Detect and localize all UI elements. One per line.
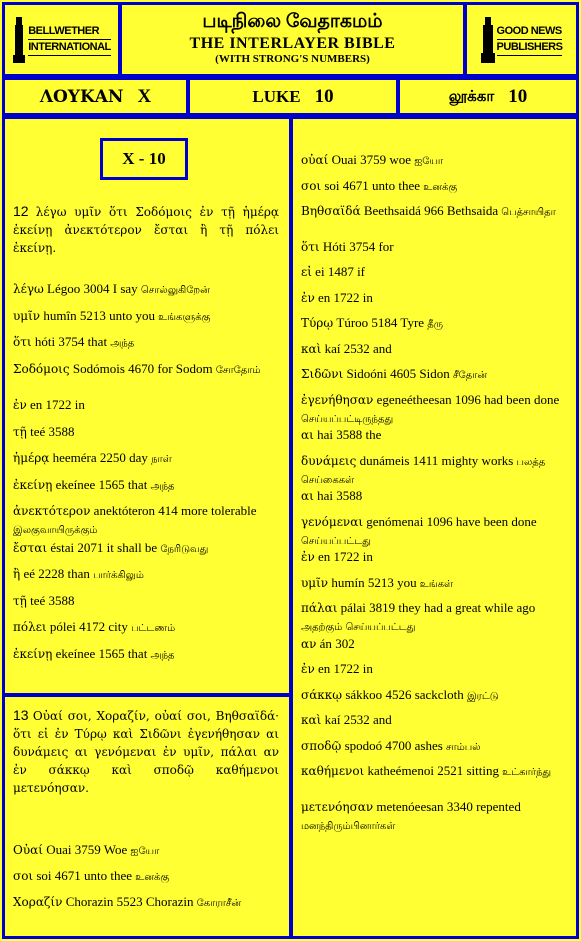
word-tamil: அதற்கும் செய்யப்பட்டது — [301, 622, 416, 633]
word-english: that — [84, 334, 108, 349]
word-tamil: பலத்த செய்கைகள் — [301, 456, 546, 486]
ram-figure-icon — [12, 15, 26, 65]
book-tamil — [397, 77, 579, 116]
word-greek: ἐν — [301, 662, 315, 676]
word-tamil: தீரு — [424, 319, 444, 330]
word-translit: Sodómois — [69, 360, 125, 376]
word-strongs: 3588 — [332, 427, 363, 442]
word-english: unto you — [105, 307, 155, 323]
word-strongs: 2250 — [96, 450, 126, 465]
word-strongs: 3754 — [55, 334, 85, 349]
word-greek: ἐγενήθησαν — [301, 392, 374, 407]
logo-left — [2, 2, 121, 77]
word-translit: en — [314, 661, 331, 676]
word-strongs: 3759 — [71, 842, 101, 857]
word-strongs: 1722 — [42, 397, 72, 412]
word-greek: τῇ — [13, 593, 27, 608]
word-tamil: சொல்லுகிறேன் — [137, 285, 210, 296]
word-tamil: ஐயோ — [127, 846, 160, 857]
book-greek-name: ΛΟΥΚΑΝ — [39, 86, 124, 107]
word-greek: ἐν — [301, 290, 315, 305]
word-english: I say — [109, 281, 138, 296]
word-greek: υμῖν — [301, 575, 329, 590]
word-translit: soi — [33, 868, 52, 883]
word-strongs: 2532 — [340, 712, 370, 727]
word-tamil: அந்த — [147, 649, 175, 661]
word-row — [301, 341, 569, 357]
word-translit: en — [26, 397, 43, 412]
word-strongs: 3754 — [345, 238, 376, 254]
word-greek: Τύρῳ — [301, 316, 334, 330]
word-greek: αι — [301, 428, 314, 442]
word-row — [301, 392, 569, 428]
word-row — [13, 334, 281, 352]
word-row — [13, 450, 281, 468]
word-english: Sidon — [416, 366, 450, 381]
title-subtitle: (WITH STRONG'S NUMBERS) — [215, 53, 370, 65]
word-strongs: 4700 — [382, 737, 412, 753]
logo-right-line2: PUBLISHERS — [497, 40, 563, 56]
book-greek-number: X — [137, 85, 152, 107]
word-english: city — [105, 619, 128, 634]
word-tamil: அந்த — [107, 338, 135, 349]
word-english: than — [64, 566, 90, 581]
word-greek: μετενόησαν — [301, 799, 374, 814]
verse12-text — [13, 202, 279, 257]
word-translit: hóti — [31, 334, 56, 349]
word-english: in — [359, 661, 373, 676]
word-translit: kaí — [321, 340, 341, 356]
word-english: for — [375, 238, 394, 254]
word-english: ashes — [411, 737, 443, 753]
word-english: woe — [386, 152, 412, 167]
word-tamil: உங்களுக்கு — [154, 311, 211, 323]
word-strongs: 302 — [331, 635, 355, 651]
word-row — [301, 575, 569, 593]
word-strongs: 4605 — [386, 366, 417, 381]
word-translit: hai — [313, 427, 333, 442]
word-greek: ἀνεκτότερον — [13, 504, 91, 518]
word-english: you — [393, 574, 417, 590]
word-strongs: 1096 — [423, 513, 453, 529]
word-greek: ἢ — [13, 567, 21, 581]
word-strongs: 3588 — [332, 488, 363, 503]
word-translit: eé — [20, 566, 35, 581]
word-english: if — [353, 264, 366, 279]
word-english: repented — [472, 798, 521, 814]
word-tamil: உங்கள் — [416, 578, 454, 590]
word-tamil: ஐயோ — [411, 156, 444, 167]
word-strongs: 1096 — [451, 391, 481, 407]
word-row — [13, 842, 281, 860]
book-english-name: LUKE — [252, 86, 301, 106]
word-row — [301, 203, 569, 221]
word-strongs: 3819 — [365, 600, 396, 615]
word-row — [301, 427, 569, 443]
word-row — [301, 264, 569, 280]
word-strongs: 1722 — [330, 549, 360, 564]
word-strongs: 1565 — [95, 645, 125, 661]
word-tamil: மனந்திரும்பினார்கள் — [301, 820, 396, 832]
word-row — [301, 763, 569, 781]
word-row — [13, 540, 281, 558]
word-translit: metenóeesan — [373, 798, 444, 814]
word-strongs: 2071 — [74, 539, 104, 555]
word-translit: en — [314, 289, 331, 305]
word-english: sitting — [463, 763, 499, 778]
word-english: in — [359, 289, 373, 305]
word-translit: soi — [321, 177, 340, 193]
verse13-text — [13, 706, 279, 797]
word-translit: en — [314, 549, 331, 564]
word-greek: σποδῷ — [301, 738, 342, 753]
word-row — [13, 361, 281, 379]
verse13-number: 13 — [13, 707, 29, 723]
word-english: that — [124, 645, 148, 661]
word-row — [13, 281, 281, 299]
word-row — [13, 308, 281, 326]
word-greek: σάκκῳ — [301, 687, 343, 702]
word-greek: καὶ — [301, 341, 322, 356]
word-tamil: நாள் — [147, 454, 172, 465]
word-translit: pálai — [337, 600, 366, 615]
word-tamil: அந்த — [147, 480, 175, 492]
word-english: more tolerable — [177, 503, 257, 518]
word-greek: Χοραζίν — [13, 895, 63, 909]
chapter-label: X - 10 — [100, 138, 188, 180]
word-strongs: 4670 — [124, 360, 155, 376]
word-translit: án — [316, 635, 332, 651]
word-greek: οὐαί — [301, 153, 329, 167]
word-strongs: 5184 — [368, 315, 398, 330]
word-row — [13, 646, 281, 664]
word-translit: katheémenoi — [364, 763, 434, 778]
word-row — [301, 712, 569, 728]
title-panel — [119, 2, 466, 77]
title-tamil: படிநிலை வேதாகமம் — [202, 11, 383, 32]
word-tamil: செய்யப்பட்டிருந்தது — [301, 413, 394, 425]
word-tamil: பட்டணம் — [127, 623, 176, 634]
word-strongs: 2228 — [35, 566, 65, 581]
word-greek: ἐκείνῃ — [13, 646, 53, 661]
word-translit: ekeínee — [52, 476, 96, 492]
word-translit: Ouai — [42, 842, 72, 857]
word-strongs: 1487 — [324, 264, 354, 279]
word-english: and — [369, 712, 392, 727]
word-translit: Túroo — [333, 315, 369, 330]
sower-figure-icon — [481, 15, 495, 65]
word-english: for Sodom — [154, 360, 213, 376]
word-greek: καθήμενοι — [301, 764, 365, 778]
word-strongs: 3340 — [443, 798, 473, 814]
word-row — [13, 894, 281, 912]
word-row — [301, 239, 569, 255]
word-tamil: உனக்கு — [132, 872, 170, 883]
word-tamil: இலகுவாயிருக்கும் — [13, 525, 98, 536]
word-greek: ἐν — [13, 398, 27, 412]
logo-right-line1: GOOD NEWS — [497, 24, 563, 40]
book-english-number: 10 — [314, 85, 334, 107]
word-tamil: பெத்சாயிதா — [498, 207, 556, 218]
word-english: they had a great while ago — [395, 600, 536, 615]
word-english: Tyre — [397, 315, 425, 330]
word-row — [301, 661, 569, 677]
word-translit: sákkoo — [342, 686, 383, 702]
word-row — [301, 453, 569, 489]
word-row — [13, 619, 281, 637]
word-strongs: 3588 — [45, 423, 75, 439]
book-tamil-number: 10 — [508, 85, 528, 107]
word-row — [301, 152, 569, 170]
word-translit: Chorazin — [62, 894, 114, 909]
verse13-greek: Οὐαί σοι, Χοραζίν, οὐαί σοι, Βηθσαϊδά· ὅτι εἰ ἐν Τύρῳ καὶ Σιδῶνι ἐγενήθησαν αι δυνάμεις αι γενόμεναι ἐν υμῖν, πάλαι αν ἐν σάκκῳ καὶ σποδῷ καθήμενοι μετενόησαν. — [13, 709, 279, 795]
word-english: and — [369, 340, 392, 356]
word-row — [301, 178, 569, 196]
word-row — [301, 290, 569, 306]
word-translit: hai — [313, 488, 333, 503]
logo-left-line1: BELLWETHER — [28, 24, 111, 40]
word-greek: Οὐαί — [13, 843, 43, 857]
word-english: in — [359, 549, 373, 564]
word-row — [301, 600, 569, 636]
word-translit: heeméra — [49, 450, 97, 465]
word-tamil: சீதோன் — [449, 370, 488, 381]
word-strongs: 3759 — [356, 152, 387, 167]
verse12-greek: λέγω υμῖν ὅτι Σοδόμοις ἐν τῇ ἡμέρᾳ ἐκείνῃ ἀνεκτότερον ἔσται ἢ τῇ πόλει ἐκείνῃ. — [13, 205, 279, 255]
word-row — [301, 549, 569, 565]
word-tamil: உனக்கு — [420, 181, 458, 193]
word-translit: pólei — [46, 619, 76, 634]
word-strongs: 1411 — [409, 452, 439, 468]
word-row — [301, 488, 569, 504]
word-english: sackcloth — [411, 686, 464, 702]
word-greek: λέγω — [13, 282, 44, 296]
word-greek: καὶ — [301, 713, 322, 727]
word-strongs: 1565 — [95, 476, 125, 492]
word-row — [13, 503, 281, 539]
logo-right — [464, 2, 579, 77]
book-english — [187, 77, 399, 116]
word-greek: πόλει — [13, 620, 47, 634]
word-english: the — [362, 427, 382, 442]
word-translit: humîn — [40, 307, 77, 323]
word-row — [13, 477, 281, 495]
word-english: Woe — [100, 842, 128, 857]
word-row — [13, 566, 281, 584]
word-greek: ἐκείνῃ — [13, 477, 53, 492]
word-strongs: 4671 — [339, 177, 369, 193]
word-greek: γενόμεναι — [301, 514, 364, 529]
word-row — [301, 366, 569, 384]
word-translit: Beethsaidá — [360, 203, 421, 218]
word-strongs: 3588 — [45, 592, 75, 608]
word-greek: σοι — [301, 178, 322, 193]
word-greek: εἰ — [301, 265, 312, 279]
word-row — [13, 397, 281, 413]
word-greek: υμῖν — [13, 308, 41, 323]
word-greek: αν — [301, 636, 317, 651]
word-strongs: 4526 — [382, 686, 412, 702]
word-greek: δυνάμεις — [301, 453, 357, 468]
word-strongs: 414 — [155, 503, 178, 518]
word-translit: egeneétheesan — [373, 391, 452, 407]
word-english: day — [125, 450, 148, 465]
word-translit: genómenai — [363, 513, 424, 529]
word-tamil: சோதோம் — [212, 364, 261, 376]
word-translit: Sidoóni — [343, 366, 387, 381]
word-strongs: 1722 — [330, 289, 360, 305]
word-strongs: 2521 — [433, 763, 464, 778]
word-tamil: உட்கார்ந்து — [498, 767, 552, 778]
word-strongs: 4671 — [51, 868, 81, 883]
word-english: mighty works — [438, 452, 514, 468]
word-tamil: இரட்டு — [463, 690, 499, 702]
word-row — [13, 593, 281, 609]
word-tamil: கோராசீன் — [193, 898, 242, 909]
word-translit: spodoó — [341, 737, 383, 753]
word-english: had been done — [480, 391, 560, 407]
word-translit: ekeínee — [52, 645, 96, 661]
word-translit: teé — [26, 423, 46, 439]
word-strongs: 3004 — [80, 281, 110, 296]
word-tamil: சாம்பல் — [442, 741, 481, 753]
word-english: Bethsaida — [443, 203, 499, 218]
word-english: Chorazin — [142, 894, 194, 909]
word-strongs: 2532 — [340, 340, 370, 356]
word-greek: πάλαι — [301, 601, 338, 615]
word-english: have been done — [452, 513, 537, 529]
word-translit: kaí — [321, 712, 341, 727]
word-row — [301, 738, 569, 756]
title-main: THE INTERLAYER BIBLE — [189, 35, 396, 52]
word-translit: Légoo — [43, 281, 81, 296]
word-strongs: 966 — [420, 203, 444, 218]
book-tamil-name: லூக்கா — [448, 86, 495, 105]
word-translit: teé — [26, 592, 46, 608]
word-strongs: 4172 — [75, 619, 106, 634]
word-greek: αι — [301, 489, 314, 503]
word-greek: ἐν — [301, 550, 315, 564]
word-strongs: 1722 — [330, 661, 360, 676]
word-row — [301, 687, 569, 705]
word-row — [13, 424, 281, 440]
word-strongs: 5523 — [113, 894, 143, 909]
word-greek: τῇ — [13, 424, 27, 439]
word-english: it shall be — [103, 539, 158, 555]
word-translit: éstai — [47, 539, 75, 555]
word-tamil: பார்க்கிலும் — [89, 570, 144, 581]
word-greek: ἡμέρᾳ — [13, 451, 50, 465]
book-greek — [2, 77, 189, 116]
word-tamil: நேரிடுவது — [157, 543, 209, 555]
word-english: in — [71, 397, 85, 412]
word-greek: σοι — [13, 869, 34, 883]
word-greek: ἔσται — [13, 540, 48, 555]
word-row — [301, 514, 569, 550]
word-strongs: 5213 — [76, 307, 106, 323]
word-english: that — [124, 476, 148, 492]
logo-left-line2: INTERNATIONAL — [28, 40, 111, 56]
word-row — [13, 868, 281, 886]
word-greek: Βηθσαϊδά — [301, 204, 361, 218]
word-translit: ei — [311, 264, 325, 279]
word-english: unto thee — [80, 868, 133, 883]
word-row — [301, 315, 569, 333]
word-translit: Hóti — [319, 238, 346, 254]
word-greek: Σιδῶνι — [301, 367, 344, 381]
verse12-number: 12 — [13, 203, 29, 219]
word-english: unto thee — [368, 177, 421, 193]
word-translit: anektóteron — [90, 503, 156, 518]
word-translit: Ouai — [328, 152, 357, 167]
word-tamil: செய்யப்பட்டது — [301, 535, 371, 547]
word-greek: ὅτι — [13, 335, 32, 349]
word-translit: dunámeis — [356, 452, 410, 468]
word-greek: ὅτι — [301, 239, 320, 254]
word-greek: Σοδόμοις — [13, 361, 70, 376]
word-strongs: 5213 — [364, 574, 394, 590]
word-row — [301, 636, 569, 652]
word-translit: humín — [328, 574, 365, 590]
word-row — [301, 799, 569, 835]
